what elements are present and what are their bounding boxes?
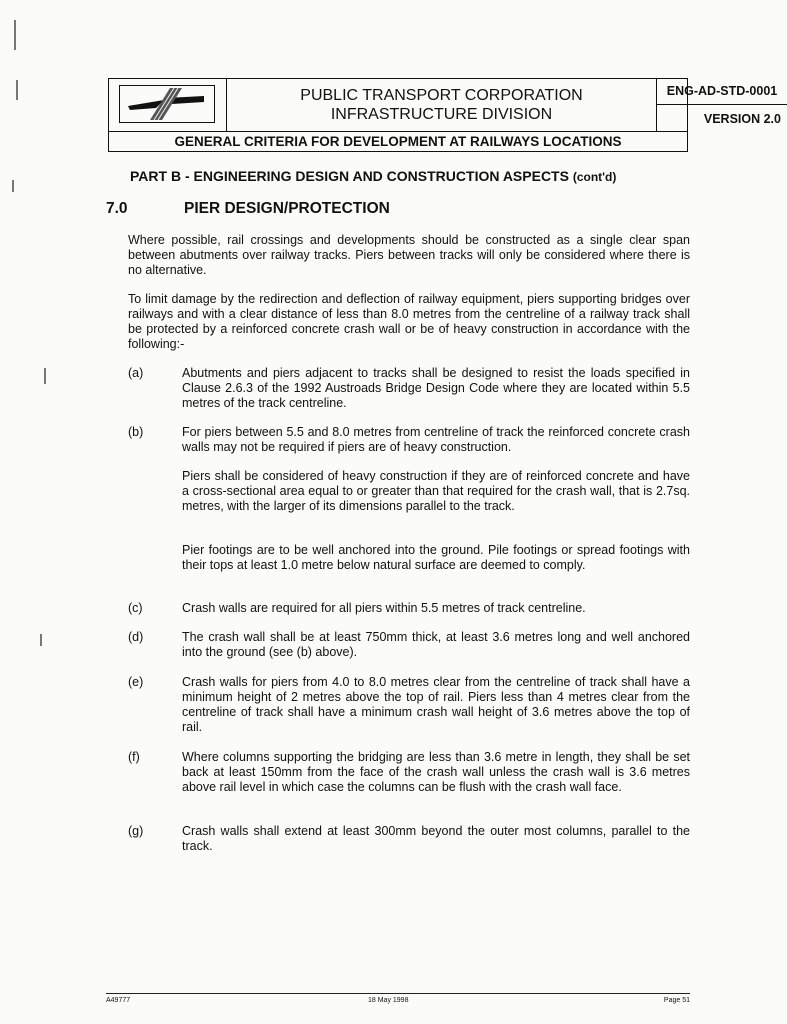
item-f-text: Where columns supporting the bridging are less than 3.6 metre in length, they shall be set back at least 150mm from the face of the crash wall unless the crash wall is 3.6 metres above rail level in which case the columns can be flush with the crash wall face. <box>182 750 690 794</box>
document-subtitle: GENERAL CRITERIA FOR DEVELOPMENT AT RAILWAYS LOCATIONS <box>109 131 687 151</box>
item-c-label: (c) <box>128 601 143 615</box>
document-code: ENG-AD-STD-0001 <box>657 79 787 105</box>
scan-artifact <box>16 80 18 100</box>
intro-paragraph-2: To limit damage by the redirection and deflection of railway equipment, piers supporting bridges over railways and with a clear distance of less than 8.0 metres from the centreline of a railway track shall be protected by a reinforced concrete crash wall or be of heavy construction in accordance with the following:- <box>128 292 690 351</box>
document-code-box <box>657 79 787 131</box>
footer-page-number: Page 51 <box>663 997 690 1004</box>
scan-artifact <box>14 20 16 50</box>
scan-artifact <box>44 368 46 384</box>
intro-paragraph-1: Where possible, rail crossings and developments should be constructed as a single clear span between abutments over railway tracks. Piers between tracks will only be considered where there is no alternative. <box>128 233 690 277</box>
item-d-label: (d) <box>128 630 144 644</box>
org-line-2: INFRASTRUCTURE DIVISION <box>330 106 553 123</box>
item-g-text: Crash walls shall extend at least 300mm beyond the outer most columns, parallel to the track. <box>182 824 690 853</box>
item-d-text: The crash wall shall be at least 750mm thick, at least 3.6 metres long and well anchored into the ground (see (b) above). <box>182 630 690 659</box>
organisation-name <box>227 79 657 131</box>
item-c-text: Crash walls are required for all piers within 5.5 metres of track centreline. <box>182 601 586 615</box>
item-e-label: (e) <box>128 675 144 689</box>
item-a-label: (a) <box>128 366 144 380</box>
logo-graphic <box>120 86 213 121</box>
item-g-label: (g) <box>128 824 144 838</box>
item-a-text: Abutments and piers adjacent to tracks shall be designed to resist the loads specified in Clause 2.6.3 of the 1992 Austroads Bridge Design Code where they are located within 5.5 metres of the track centreline. <box>182 366 690 410</box>
document-version: VERSION 2.0 <box>703 112 781 126</box>
item-b-text-2: Piers shall be considered of heavy construction if they are of reinforced concrete and have a cross-sectional area equal to or greater than that required for the crash wall, that is 2.7sq. metres, with the larger of its dimensions parallel to the track. <box>182 469 690 513</box>
ptc-logo-icon <box>119 85 215 123</box>
item-f-label: (f) <box>128 750 140 764</box>
section-number: 7.0 <box>106 200 128 217</box>
part-title-contd: (cont'd) <box>572 170 617 184</box>
item-e-text: Crash walls for piers from 4.0 to 8.0 metres clear from the centreline of track shall have a minimum height of 2 metres above the top of rail. Piers less than 4 metres clear from the centreline of track shall have a minimum crash wall height of 3.6 metres above the top of rail. <box>182 675 690 734</box>
item-b-text-3: Pier footings are to be well anchored into the ground. Pile footings or spread footings with their tops at least 1.0 metre below natural surface are deemed to comply. <box>182 543 690 572</box>
section-title: PIER DESIGN/PROTECTION <box>184 200 390 217</box>
item-b-text-1: For piers between 5.5 and 8.0 metres from centreline of track the reinforced concrete crash walls may not be required if piers are of heavy construction. <box>182 425 690 454</box>
part-title <box>130 168 616 184</box>
logo-cell <box>109 79 227 131</box>
item-b-label: (b) <box>128 425 144 439</box>
scan-artifact <box>40 634 42 646</box>
org-line-1: PUBLIC TRANSPORT CORPORATION <box>300 87 583 104</box>
document-header <box>108 78 781 152</box>
scan-artifact <box>12 180 14 192</box>
footer-date: 18 May 1998 <box>368 997 409 1004</box>
part-title-text: PART B - ENGINEERING DESIGN AND CONSTRUCTION ASPECTS <box>130 168 569 184</box>
footer-reference: A49777 <box>106 997 131 1004</box>
page-footer <box>106 993 690 1008</box>
